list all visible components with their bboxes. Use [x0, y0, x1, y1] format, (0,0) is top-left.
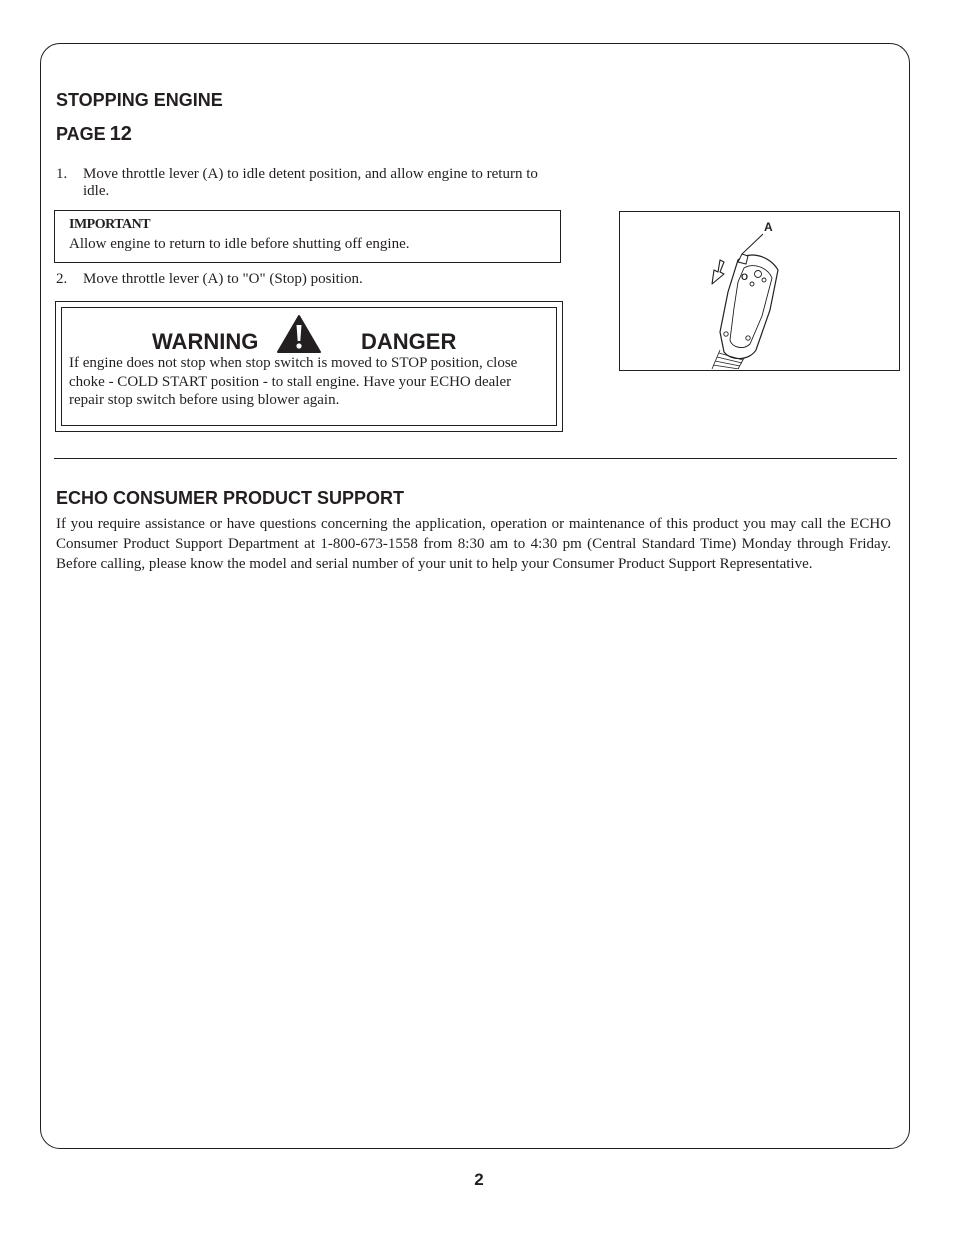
section-divider: [54, 458, 897, 459]
important-text: Allow engine to return to idle before shutting off engine.: [69, 236, 410, 252]
warning-heading: WARNING: [152, 329, 259, 354]
handle-body: [720, 255, 778, 359]
page-reference: [56, 123, 132, 146]
section-title-stopping-engine: STOPPING ENGINE: [56, 90, 223, 110]
warning-inner-border: [61, 307, 557, 426]
page-number: 2: [474, 1170, 484, 1189]
step-2: [56, 271, 566, 291]
warning-text: If engine does not stop when stop switch is moved to STOP position, close choke - COLD START position - to stall engine. Have your ECHO dealer repair stop switch before using blower again.: [69, 355, 518, 408]
consumer-support-text: If you require assistance or have questions concerning the application, operation or maintenance of this product you may call the ECHO Consumer Product Support Department at 1-800-673-1558 from 8:30 am to 4:30 pm (Central Standard Time) Monday through Friday. Before calling, please know the model and serial number of your unit to help your Consumer Product Support Representative.: [56, 516, 891, 572]
callout-label-a: A: [764, 220, 773, 234]
important-notice: [54, 210, 561, 263]
callout-line: [742, 234, 763, 254]
step-number: 2.: [56, 271, 68, 287]
page-reference-label: PAGE: [56, 124, 106, 144]
page-frame: [40, 43, 910, 1149]
throttle-lever-illustration: [619, 211, 900, 371]
warning-danger-box: [55, 301, 563, 432]
switch-stop-mark: O: [741, 272, 749, 282]
handle-drawing: [620, 212, 898, 369]
important-label: IMPORTANT: [69, 217, 151, 232]
step-number: 1.: [56, 166, 68, 182]
page-reference-number: 12: [109, 123, 132, 145]
step-text: Move throttle lever (A) to "O" (Stop) position.: [83, 271, 363, 287]
section-title-consumer-support: ECHO CONSUMER PRODUCT SUPPORT: [56, 488, 405, 508]
down-arrow-icon: [712, 260, 724, 284]
step-1: [56, 166, 566, 202]
danger-heading: DANGER: [361, 329, 457, 354]
step-text: Move throttle lever (A) to idle detent position, and allow engine to return to idle.: [83, 166, 538, 199]
alert-triangle-icon: [276, 314, 322, 359]
throttle-lever: [738, 254, 748, 264]
